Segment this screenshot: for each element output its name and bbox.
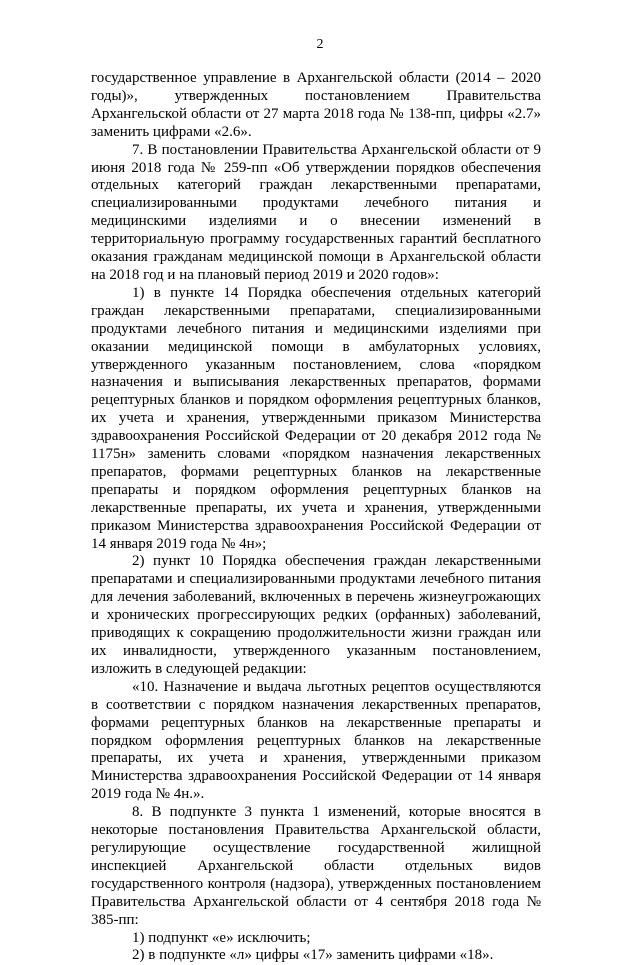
paragraph-subitem-8-2: 2) в подпункте «л» цифры «17» заменить цифрами «18».: [132, 947, 494, 964]
paragraph-subitem-8-1: 1) подпункт «е» исключить;: [132, 929, 311, 946]
paragraph-item-7: 7. В постановлении Правительства Архангельской области от 9 июня 2018 года № 259-пп «Об утверждении порядков обеспечения отдельных категорий граждан лекарственными препаратами, специализированными продуктами лечебного питания и медицинскими изделиями и о внесении изменений в территориальную программу государственных гарантий бесплатного оказания гражданам медицинской помощи в Архангельской области на 2018 год и на плановый период 2019 и 2020 годов»:: [91, 141, 541, 283]
paragraph-quoted-point-10: «10. Назначение и выдача льготных рецептов осуществляются в соответствии с порядком назначения лекарственных препаратов, формами рецептурных бланков на лекарственные препараты и порядком оформления рецептурных бланков на лекарственные препараты, их учета и хранения, утвержденными приказом Министерства здравоохранения Российской Федерации от 14 января 2019 года № 4н.».: [91, 678, 541, 803]
paragraph-continuation: государственное управление в Архангельской области (2014 – 2020 годы)», утвержденных постановлением Правительства Архангельской области от 27 марта 2018 года № 138-пп, цифры «2.7» заменить цифрами «2.6».: [91, 70, 541, 140]
document-body: [91, 70, 541, 965]
page-number: 2: [316, 37, 324, 52]
paragraph-subitem-7-1: 1) в пункте 14 Порядка обеспечения отдельных категорий граждан лекарственными препаратами, специализированными продуктами лечебного питания и медицинскими изделиями при оказании медицинской помощи в амбулаторных условиях, утвержденного указанным постановлением, слова «порядком назначения и выписывания лекарственных препаратов, формами рецептурных бланков и порядком оформления рецептурных бланков, их учета и хранения, утвержденными приказом Министерства здравоохранения Российской Федерации от 20 декабря 2012 года № 1175н» заменить словами «порядком назначения лекарственных препаратов, формами рецептурных бланков на лекарственные препараты и порядком оформления рецептурных бланков на лекарственные препараты, их учета и хранения, утвержденными приказом Министерства здравоохранения Российской Федерации от 14 января 2019 года № 4н»;: [91, 284, 541, 552]
paragraph-item-8: 8. В подпункте 3 пункта 1 изменений, которые вносятся в некоторые постановления Правительства Архангельской области, регулирующие осуществление государственной жилищной инспекцией Архангельской области отдельных видов государственного контроля (надзора), утвержденных постановлением Правительства Архангельской области от 4 сентября 2018 года № 385-пп:: [91, 804, 541, 928]
paragraph-subitem-7-2: 2) пункт 10 Порядка обеспечения граждан лекарственными препаратами и специализированными продуктами лечебного питания для лечения заболеваний, включенных в перечень жизнеугрожающих и хронических прогрессирующих редких (орфанных) заболеваний, приводящих к сокращению продолжительности жизни граждан или их инвалидности, утвержденного указанным постановлением, изложить в следующей редакции:: [91, 553, 541, 677]
